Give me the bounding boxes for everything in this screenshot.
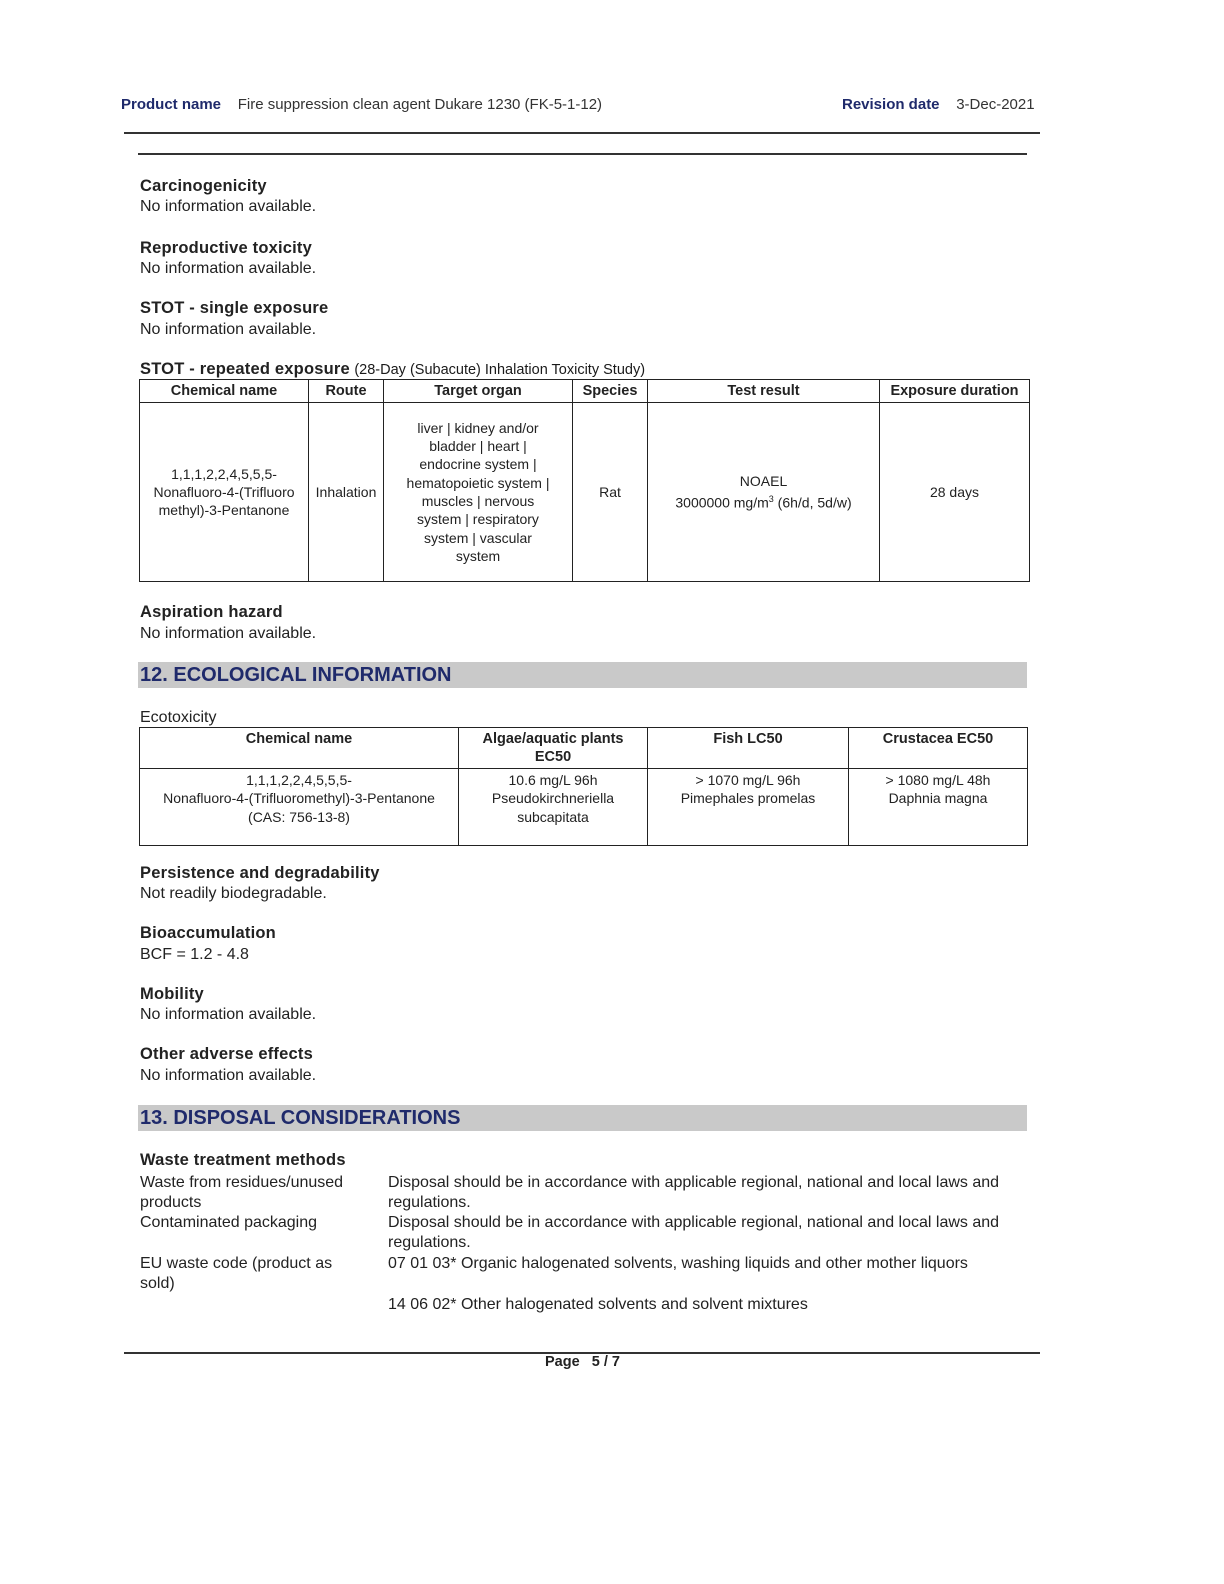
other-effects-heading: Other adverse effects (140, 1045, 313, 1063)
header-product (121, 96, 602, 113)
aspiration-text: No information available. (140, 625, 317, 642)
bioaccumulation-heading: Bioaccumulation (140, 924, 276, 942)
chemical-line-3: (CAS: 756-13-8) (248, 808, 350, 825)
stot-repeated-table (139, 379, 1030, 582)
cell-crustacea: > 1080 mg/L 48h Daphnia magna (849, 769, 1028, 846)
table-row (140, 403, 1030, 582)
test-result-suffix: (6h/d, 5d/w) (773, 494, 852, 511)
header-rule (124, 132, 1040, 134)
cell-duration: 28 days (880, 403, 1030, 582)
waste-residues-label: Waste from residues/unused products (140, 1174, 344, 1211)
col-algae: Algae/aquatic plants EC50 (459, 728, 648, 769)
col-route: Route (309, 380, 384, 403)
test-result-sup: 3 (768, 494, 774, 505)
mobility-heading: Mobility (140, 985, 204, 1003)
test-result-line1: NOAEL (739, 472, 788, 489)
table-header-row (140, 728, 1028, 769)
cell-test-result (648, 403, 880, 582)
persistence-heading: Persistence and degradability (140, 864, 380, 882)
page-number: 5 / 7 (591, 1354, 620, 1370)
contaminated-packaging-label: Contaminated packaging (140, 1214, 318, 1231)
stot-single-text: No information available. (140, 321, 317, 338)
section-13-title: 13. DISPOSAL CONSIDERATIONS (138, 1105, 1027, 1131)
cell-fish: > 1070 mg/L 96h Pimephales promelas (648, 769, 849, 846)
persistence-text: Not readily biodegradable. (140, 885, 327, 902)
carcinogenicity-text: No information available. (140, 198, 317, 215)
test-result-line2 (648, 490, 879, 512)
col-species: Species (573, 380, 648, 403)
aspiration-heading: Aspiration hazard (140, 603, 283, 621)
eu-waste-code-value: 07 01 03* Organic halogenated solvents, washing liquids and other mother liquors (388, 1255, 968, 1272)
eu-waste-code-label: EU waste code (product as sold) (140, 1255, 333, 1292)
col-target-organ: Target organ (384, 380, 573, 403)
test-result-value: 3000000 mg/m (675, 494, 769, 511)
stot-repeated-title-row (140, 360, 645, 379)
revision-date-value: 3-Dec-2021 (956, 96, 1035, 113)
page-label: Page (545, 1354, 580, 1370)
col-chemical-name: Chemical name (140, 728, 459, 769)
stot-repeated-heading: STOT - repeated exposure (140, 360, 350, 378)
stot-repeated-subtitle: (28-Day (Subacute) Inhalation Toxicity Study) (354, 362, 646, 378)
cell-target-organ: liver | kidney and/or bladder | heart | endocrine system | hematopoietic system | muscles | nervous system | respiratory system | vascular system (384, 403, 573, 582)
reproductive-text: No information available. (140, 260, 317, 277)
cell-algae: 10.6 mg/L 96h Pseudokirchneriella subcapitata (459, 769, 648, 846)
product-name-label: Product name (121, 96, 222, 113)
header-revision (842, 96, 1035, 113)
col-exposure-duration: Exposure duration (880, 380, 1030, 403)
ecotoxicity-heading: Ecotoxicity (140, 709, 217, 726)
table-row (140, 769, 1028, 846)
cell-chemical: 1,1,1,2,2,4,5,5,5-Nonafluoro-4-(Trifluoro methyl)-3-Pentanone (140, 403, 309, 582)
page-footer (545, 1354, 620, 1370)
cell-chemical (140, 769, 459, 846)
col-chemical-name: Chemical name (140, 380, 309, 403)
bioaccumulation-text: BCF = 1.2 - 4.8 (140, 946, 249, 963)
cell-species: Rat (573, 403, 648, 582)
contaminated-packaging-value: Disposal should be in accordance with applicable regional, national and local laws and regulations. (388, 1214, 1000, 1251)
chemical-line-2: Nonafluoro-4-(Trifluoromethyl)-3-Pentanone (163, 790, 435, 807)
revision-date-label: Revision date (842, 96, 940, 113)
waste-residues-value: Disposal should be in accordance with applicable regional, national and local laws and regulations. (388, 1174, 1000, 1211)
col-crustacea: Crustacea EC50 (849, 728, 1028, 769)
mobility-text: No information available. (140, 1006, 317, 1023)
reproductive-heading: Reproductive toxicity (140, 239, 312, 257)
chemical-line-1: 1,1,1,2,2,4,5,5,5- (246, 772, 352, 788)
waste-treatment-heading: Waste treatment methods (140, 1151, 346, 1169)
section-12-title: 12. ECOLOGICAL INFORMATION (138, 662, 1027, 688)
col-test-result: Test result (648, 380, 880, 403)
stot-single-heading: STOT - single exposure (140, 299, 329, 317)
carcinogenicity-heading: Carcinogenicity (140, 177, 267, 195)
product-name-value: Fire suppression clean agent Dukare 1230 (FK-5-1-12) (237, 96, 603, 113)
other-effects-text: No information available. (140, 1067, 317, 1084)
cell-route: Inhalation (309, 403, 384, 582)
col-fish: Fish LC50 (648, 728, 849, 769)
header-rule-2 (138, 153, 1027, 155)
table-header-row (140, 380, 1030, 403)
ecotoxicity-table (139, 727, 1028, 846)
eu-waste-code-value-2: 14 06 02* Other halogenated solvents and solvent mixtures (388, 1296, 808, 1313)
